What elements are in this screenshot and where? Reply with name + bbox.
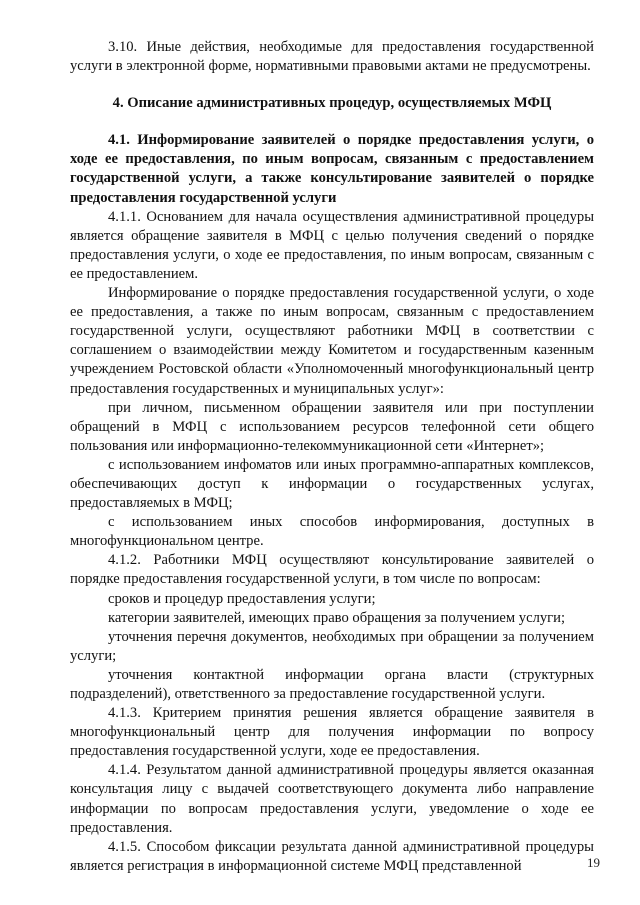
paragraph-4-1-5: 4.1.5. Способом фиксации результата данной административной процедуры является регистрация в информационной системе МФЦ представленной (70, 838, 594, 874)
subsection-4-1-title: 4.1. Информирование заявителей о порядке предоставления услуги, о ходе ее предоставления, по иным вопросам, связанным с предоставлением государственной услуги, а также консультирование заявителей о порядке предоставления государственной услуги (70, 132, 594, 206)
page-number: 19 (587, 855, 600, 870)
paragraph-4-1-1: 4.1.1. Основанием для начала осуществления административной процедуры является обращение заявителя в МФЦ с целью получения сведений о порядке предоставления услуги, о ходе ее предоставления, по иным вопросам, связанным с ее предоставлением. (70, 208, 594, 282)
list-item-contacts: уточнения контактной информации органа власти (структурных подразделений), ответственного за предоставление государственной услуги. (70, 666, 594, 702)
list-item-infomats: с использованием инфоматов или иных программно-аппаратных комплексов, обеспечивающих доступ к информации о государственных услугах, предоставляемых в МФЦ; (70, 456, 594, 512)
paragraph-4-1-3: 4.1.3. Критерием принятия решения является обращение заявителя в многофункциональный центр для получения информации по вопросу предоставления государственной услуги, ходе ее предоставления. (70, 705, 594, 760)
list-item-terms: сроков и процедур предоставления услуги; (108, 590, 376, 607)
list-item-documents: уточнения перечня документов, необходимых при обращении за получением услуги; (70, 628, 594, 664)
list-item-other-ways: с использованием иных способов информирования, доступных в многофункциональном центре. (70, 514, 594, 550)
paragraph-informing: Информирование о порядке предоставления государственной услуги, о ходе ее предоставления, а также по иным вопросам, связанным с предоставлением государственной услуги, осуществляют работники МФЦ в соответствии с соглашением о взаимодействии между Комитетом и государственным казенным учреждением Ростовской области «Уполномоченный многофункциональный центр предоставления государственных и муниципальных услуг»: (70, 285, 594, 397)
document-page (70, 38, 594, 876)
paragraph-4-1-4: 4.1.4. Результатом данной административной процедуры является оказанная консультация лицу с выдачей соответствующего документа либо направление информации по вопросам предоставления услуги, уведомление о ходе ее предоставления. (70, 762, 594, 836)
paragraph-4-1-2: 4.1.2. Работники МФЦ осуществляют консультирование заявителей о порядке предоставления государственной услуги, в том числе по вопросам: (70, 552, 594, 588)
list-item-personal-request: при личном, письменном обращении заявителя или при поступлении обращений в МФЦ с использованием ресурсов телефонной сети общего пользования или информационно-телекоммуникационной сети «Интернет»; (70, 399, 594, 454)
section-4-title: 4. Описание административных процедур, осуществляемых МФЦ (112, 95, 552, 112)
paragraph-3-10: 3.10. Иные действия, необходимые для предоставления государственной услуги в электронной форме, нормативными правовыми актами не предусмотрены. (70, 39, 594, 75)
list-item-categories: категории заявителей, имеющих право обращения за получением услуги; (108, 609, 566, 626)
